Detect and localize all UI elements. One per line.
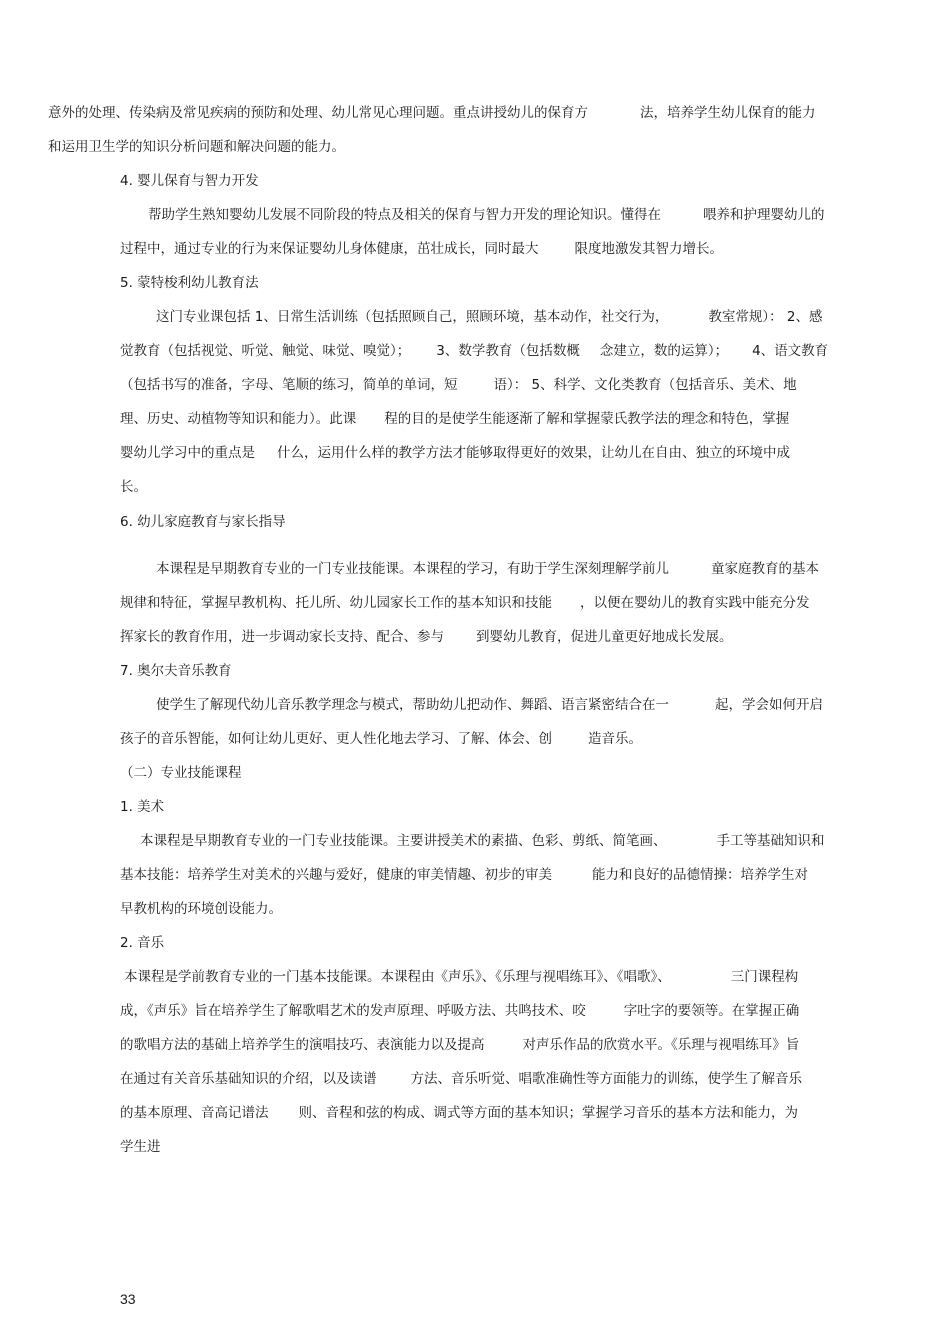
text-line (156, 308, 823, 326)
text-segment: 帮助学生熟知婴幼儿发展不同阶段的特点及相关的保育与智力开发的理论知识。懂得在 (148, 207, 661, 223)
text-segment: 4、语文教育 (752, 343, 829, 359)
text-line (120, 866, 808, 884)
text-line (120, 594, 810, 612)
section-heading (120, 172, 259, 190)
text-line (120, 1138, 161, 1156)
text-segment: 使学生了解现代幼儿音乐教学理念与模式，帮助幼儿把动作、舞蹈、语言紧密结合在一 (156, 697, 669, 713)
text-line (120, 1070, 802, 1088)
text-line (140, 832, 825, 850)
text-line (120, 342, 828, 360)
text-segment: 语）： 5、科学、文化类教育（包括音乐、美术、地 (493, 377, 797, 393)
text-segment: （包括书写的准备，字母、笔顺的练习，简单的单词，短 (120, 377, 458, 393)
section-heading (120, 934, 164, 952)
text-segment: 过程中，通过专业的行为来保证婴幼儿身体健康，茁壮成长，同时最大 (120, 241, 539, 257)
text-segment: 理、历史、动植物等知识和能力）。此课 (120, 411, 357, 427)
section-heading (120, 662, 232, 680)
text-line (120, 1036, 799, 1054)
text-line (120, 628, 733, 646)
text-segment: 孩子的音乐智能，如何让幼儿更好、更人性化地去学习、了解、体会、创 (120, 731, 552, 747)
section-heading (120, 274, 259, 292)
text-segment: 手工等基础知识和 (716, 833, 825, 849)
text-segment: 觉教育（包括视觉、听觉、触觉、味觉、嗅觉）； (120, 343, 411, 359)
text-segment: 什么，运用什么样的教学方法才能够取得更好的效果，让幼儿在自由、独立的环境中成 (277, 445, 790, 461)
text-segment: 喂养和护理婴幼儿的 (703, 207, 825, 223)
text-line (120, 730, 642, 748)
text-segment: 三门课程构 (730, 969, 799, 985)
text-segment: 4. 婴儿保育与智力开发 (120, 173, 259, 189)
text-segment: 本课程是学前教育专业的一门基本技能课。本课程由《声乐》、《乐理与视唱练耳》、《唱歌》、 (124, 969, 671, 985)
text-segment: 1. 美术 (120, 799, 165, 815)
text-line (156, 696, 823, 714)
section-heading (120, 513, 286, 531)
text-line (120, 240, 723, 258)
text-line (120, 478, 147, 496)
text-segment: 基本技能：培养学生对美术的兴趣与爱好，健康的审美情趣、初步的审美 (120, 867, 552, 883)
text-segment: 到婴幼儿教育，促进儿童更好地成长发展。 (476, 629, 733, 645)
text-segment: 本课程是早期教育专业的一门专业技能课。主要讲授美术的素描、色彩、剪纸、简笔画、 (140, 833, 667, 849)
text-segment: 能力和良好的品德情操：培养学生对 (592, 867, 808, 883)
text-segment: 对声乐作品的欣赏水平。《乐理与视唱练耳》旨 (522, 1037, 800, 1053)
text-segment: 的歌唱方法的基础上培养学生的演唱技巧、表演能力以及提高 (120, 1037, 485, 1053)
text-segment: 早教机构的环境创设能力。 (120, 901, 282, 917)
text-segment: 方法、音乐听觉、唱歌准确性等方面能力的训练，使学生了解音乐 (410, 1071, 802, 1087)
text-segment: 限度地激发其智力增长。 (574, 241, 723, 257)
text-segment: 的基本原理、音高记谱法 (120, 1105, 269, 1121)
text-line (120, 1104, 798, 1122)
text-segment: 这门专业课包括 1、日常生活训练（包括照顾自己，照顾环境，基本动作，社交行为， (156, 309, 669, 325)
text-segment: 字吐字的要领等。在掌握正确 (623, 1003, 800, 1019)
page-number: 33 (120, 1291, 136, 1307)
text-line (120, 900, 282, 918)
text-segment: 意外的处理、传染病及常见疾病的预防和处理、幼儿常见心理问题。重点讲授幼儿的保育方 (48, 105, 588, 121)
text-segment: 念建立，数的运算）； (599, 343, 729, 359)
text-segment: 和运用卫生学的知识分析问题和解决问题的能力。 (48, 139, 345, 155)
text-segment: 长。 (120, 479, 147, 495)
text-line (120, 376, 797, 394)
text-segment: 5. 蒙特梭利幼儿教育法 (120, 275, 259, 291)
text-line (48, 104, 816, 122)
text-segment: 起，学会如何开启 (715, 697, 823, 713)
text-segment: 7. 奥尔夫音乐教育 (120, 663, 232, 679)
text-line (156, 560, 819, 578)
text-segment: （二）专业技能课程 (120, 765, 242, 781)
text-segment: 学生进 (120, 1139, 161, 1155)
text-segment: ，以便在婴幼儿的教育实践中能充分发 (580, 595, 810, 611)
section-heading (120, 764, 242, 782)
text-segment: 6. 幼儿家庭教育与家长指导 (120, 514, 286, 530)
text-segment: 规律和特征，掌握早教机构、托儿所、幼儿园家长工作的基本知识和技能 (120, 595, 552, 611)
text-line (120, 410, 789, 428)
text-segment: 挥家长的教育作用，进一步调动家长支持、配合、参与 (120, 629, 444, 645)
text-segment: 3、数学教育（包括数概 (436, 343, 580, 359)
text-segment: 程的目的是使学生能逐渐了解和掌握蒙氏教学法的理念和特色，掌握 (384, 411, 790, 427)
text-line (148, 206, 825, 224)
text-segment: 造音乐。 (588, 731, 642, 747)
text-segment: 童家庭教育的基本 (711, 561, 819, 577)
text-line (120, 1002, 799, 1020)
text-segment: 法，培养学生幼儿保育的能力 (640, 105, 816, 121)
text-segment: 教室常规）： 2、感 (708, 309, 823, 325)
text-segment: 则、音程和弦的构成、调式等方面的基本知识；掌握学习音乐的基本方法和能力，为 (298, 1105, 798, 1121)
text-segment: 2. 音乐 (120, 935, 165, 951)
text-line (124, 968, 798, 986)
section-heading (120, 798, 164, 816)
text-segment: 婴幼儿学习中的重点是 (120, 445, 255, 461)
text-line (120, 444, 790, 462)
text-segment: 本课程是早期教育专业的一门专业技能课。本课程的学习，有助于学生深刻理解学前儿 (156, 561, 669, 577)
text-segment: 成，《声乐》旨在培养学生了解歌唱艺术的发声原理、呼吸方法、共鸣技术、咬 (120, 1003, 586, 1019)
text-segment: 在通过有关音乐基础知识的介绍，以及读谱 (120, 1071, 377, 1087)
text-line (48, 138, 345, 156)
